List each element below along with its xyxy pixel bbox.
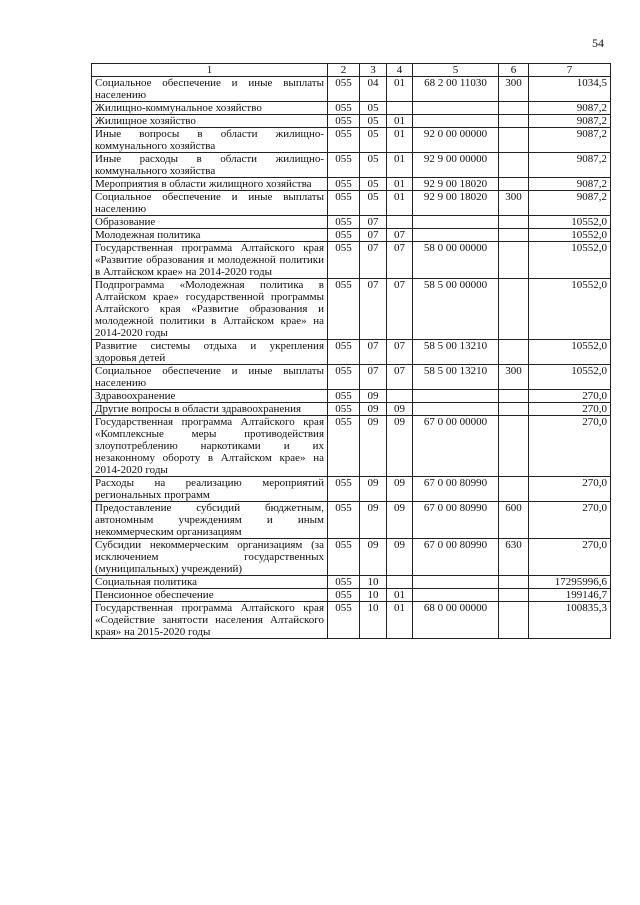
row-name: Мероприятия в области жилищного хозяйства: [92, 178, 328, 191]
table-row: [92, 589, 611, 602]
table-row: [92, 178, 611, 191]
row-amount: 9087,2: [529, 102, 611, 115]
row-department-code: 055: [328, 365, 360, 390]
row-target-article: 58 5 00 00000: [413, 279, 499, 340]
row-subsection-code: 07: [387, 242, 413, 279]
row-amount: 10552,0: [529, 216, 611, 229]
row-expense-type: 300: [499, 191, 529, 216]
row-name: Социальная политика: [92, 576, 328, 589]
row-subsection-code: 09: [387, 539, 413, 576]
row-name: Другие вопросы в области здравоохранения: [92, 403, 328, 416]
column-header-section: 3: [360, 64, 387, 77]
row-amount: 10552,0: [529, 229, 611, 242]
table-row: [92, 365, 611, 390]
row-target-article: [413, 403, 499, 416]
row-expense-type: [499, 279, 529, 340]
row-expense-type: [499, 416, 529, 477]
column-header-name: 1: [92, 64, 328, 77]
row-target-article: 67 0 00 80990: [413, 539, 499, 576]
row-expense-type: [499, 102, 529, 115]
row-target-article: [413, 115, 499, 128]
row-target-article: [413, 216, 499, 229]
row-section-code: 09: [360, 539, 387, 576]
row-subsection-code: 01: [387, 153, 413, 178]
row-department-code: 055: [328, 477, 360, 502]
row-section-code: 04: [360, 77, 387, 102]
row-amount: 199146,7: [529, 589, 611, 602]
row-subsection-code: 01: [387, 115, 413, 128]
row-name: Жилищное хозяйство: [92, 115, 328, 128]
row-target-article: [413, 390, 499, 403]
row-expense-type: [499, 229, 529, 242]
table-row: [92, 576, 611, 589]
row-subsection-code: 01: [387, 178, 413, 191]
row-expense-type: [499, 128, 529, 153]
table-row: [92, 340, 611, 365]
table-row: [92, 602, 611, 639]
row-department-code: 055: [328, 403, 360, 416]
row-amount: 10552,0: [529, 340, 611, 365]
row-subsection-code: 01: [387, 589, 413, 602]
row-section-code: 05: [360, 178, 387, 191]
row-target-article: 67 0 00 00000: [413, 416, 499, 477]
row-section-code: 07: [360, 242, 387, 279]
row-section-code: 05: [360, 153, 387, 178]
row-name: Предоставление субсидий бюджетным, автономным учреждениям и иным некоммерческим организациям: [92, 502, 328, 539]
row-target-article: 58 5 00 13210: [413, 365, 499, 390]
row-target-article: 58 5 00 13210: [413, 340, 499, 365]
row-department-code: 055: [328, 128, 360, 153]
column-header-department: 2: [328, 64, 360, 77]
table-row: [92, 502, 611, 539]
row-target-article: [413, 229, 499, 242]
row-amount: 10552,0: [529, 365, 611, 390]
row-section-code: 07: [360, 229, 387, 242]
row-subsection-code: 01: [387, 191, 413, 216]
table-row: [92, 128, 611, 153]
row-subsection-code: 07: [387, 340, 413, 365]
column-header-amount: 7: [529, 64, 611, 77]
row-department-code: 055: [328, 216, 360, 229]
row-name: Пенсионное обеспечение: [92, 589, 328, 602]
row-amount: 1034,5: [529, 77, 611, 102]
row-target-article: 92 0 00 00000: [413, 128, 499, 153]
row-expense-type: 300: [499, 77, 529, 102]
row-section-code: 07: [360, 340, 387, 365]
row-amount: 270,0: [529, 403, 611, 416]
table-row: [92, 102, 611, 115]
row-expense-type: 300: [499, 365, 529, 390]
row-amount: 9087,2: [529, 191, 611, 216]
row-name: Государственная программа Алтайского края «Развитие образования и молодежной политики в Алтайском крае» на 2014-2020 годы: [92, 242, 328, 279]
row-department-code: 055: [328, 229, 360, 242]
row-subsection-code: 09: [387, 416, 413, 477]
table-row: [92, 191, 611, 216]
row-name: Развитие системы отдыха и укрепления здоровья детей: [92, 340, 328, 365]
row-amount: 9087,2: [529, 178, 611, 191]
row-name: Государственная программа Алтайского края «Содействие занятости населения Алтайского края» на 2015-2020 годы: [92, 602, 328, 639]
row-name: Социальное обеспечение и иные выплаты населению: [92, 365, 328, 390]
row-section-code: 05: [360, 115, 387, 128]
row-target-article: 92 9 00 00000: [413, 153, 499, 178]
row-subsection-code: [387, 102, 413, 115]
row-subsection-code: [387, 576, 413, 589]
row-department-code: 055: [328, 242, 360, 279]
row-section-code: 09: [360, 502, 387, 539]
row-name: Социальное обеспечение и иные выплаты населению: [92, 191, 328, 216]
row-expense-type: [499, 178, 529, 191]
row-amount: 270,0: [529, 539, 611, 576]
row-target-article: 68 0 00 00000: [413, 602, 499, 639]
table-row: [92, 115, 611, 128]
budget-table: [91, 63, 611, 639]
table-header-row: [92, 64, 611, 77]
row-expense-type: [499, 216, 529, 229]
table-row: [92, 216, 611, 229]
row-target-article: [413, 589, 499, 602]
row-subsection-code: 07: [387, 229, 413, 242]
row-expense-type: [499, 602, 529, 639]
row-name: Иные расходы в области жилищно-коммунального хозяйства: [92, 153, 328, 178]
row-section-code: 09: [360, 416, 387, 477]
row-amount: 270,0: [529, 502, 611, 539]
row-department-code: 055: [328, 115, 360, 128]
row-expense-type: [499, 576, 529, 589]
row-name: Субсидии некоммерческим организациям (за исключением государственных (муниципальных) учреждений): [92, 539, 328, 576]
row-name: Жилищно-коммунальное хозяйство: [92, 102, 328, 115]
row-amount: 270,0: [529, 416, 611, 477]
table-row: [92, 539, 611, 576]
row-department-code: 055: [328, 602, 360, 639]
row-expense-type: [499, 153, 529, 178]
row-subsection-code: 07: [387, 365, 413, 390]
row-department-code: 055: [328, 416, 360, 477]
row-department-code: 055: [328, 153, 360, 178]
row-expense-type: [499, 390, 529, 403]
row-amount: 100835,3: [529, 602, 611, 639]
page-number: 54: [592, 36, 604, 50]
row-section-code: 07: [360, 365, 387, 390]
row-department-code: 055: [328, 589, 360, 602]
row-name: Государственная программа Алтайского края «Комплексные меры противодействия злоупотреблению наркотиками и их незаконному обороту в Алтайском крае» на 2014-2020 годы: [92, 416, 328, 477]
row-department-code: 055: [328, 576, 360, 589]
row-section-code: 10: [360, 576, 387, 589]
row-amount: 270,0: [529, 390, 611, 403]
row-section-code: 05: [360, 102, 387, 115]
row-amount: 10552,0: [529, 242, 611, 279]
row-target-article: 92 9 00 18020: [413, 191, 499, 216]
row-subsection-code: [387, 216, 413, 229]
column-header-target-article: 5: [413, 64, 499, 77]
row-section-code: 09: [360, 477, 387, 502]
row-department-code: 055: [328, 102, 360, 115]
row-expense-type: [499, 477, 529, 502]
row-subsection-code: 09: [387, 403, 413, 416]
column-header-expense-type: 6: [499, 64, 529, 77]
row-name: Социальное обеспечение и иные выплаты населению: [92, 77, 328, 102]
row-name: Молодежная политика: [92, 229, 328, 242]
table-row: [92, 279, 611, 340]
row-expense-type: [499, 589, 529, 602]
row-department-code: 055: [328, 191, 360, 216]
row-target-article: 67 0 00 80990: [413, 502, 499, 539]
column-header-subsection: 4: [387, 64, 413, 77]
row-amount: 270,0: [529, 477, 611, 502]
row-subsection-code: 09: [387, 477, 413, 502]
row-target-article: 67 0 00 80990: [413, 477, 499, 502]
row-name: Образование: [92, 216, 328, 229]
row-subsection-code: 01: [387, 128, 413, 153]
row-amount: 9087,2: [529, 128, 611, 153]
row-department-code: 055: [328, 178, 360, 191]
row-department-code: 055: [328, 502, 360, 539]
row-expense-type: [499, 340, 529, 365]
row-target-article: [413, 576, 499, 589]
row-subsection-code: 09: [387, 502, 413, 539]
row-subsection-code: [387, 390, 413, 403]
row-expense-type: 600: [499, 502, 529, 539]
row-amount: 9087,2: [529, 115, 611, 128]
table-row: [92, 390, 611, 403]
row-department-code: 055: [328, 340, 360, 365]
row-expense-type: [499, 403, 529, 416]
row-amount: 9087,2: [529, 153, 611, 178]
table-row: [92, 416, 611, 477]
row-department-code: 055: [328, 390, 360, 403]
row-section-code: 10: [360, 589, 387, 602]
row-expense-type: [499, 242, 529, 279]
row-target-article: [413, 102, 499, 115]
table-row: [92, 403, 611, 416]
row-department-code: 055: [328, 77, 360, 102]
row-target-article: 68 2 00 11030: [413, 77, 499, 102]
row-expense-type: [499, 115, 529, 128]
row-subsection-code: 01: [387, 602, 413, 639]
table-row: [92, 242, 611, 279]
row-name: Расходы на реализацию мероприятий региональных программ: [92, 477, 328, 502]
row-amount: 17295996,6: [529, 576, 611, 589]
row-section-code: 05: [360, 128, 387, 153]
row-name: Иные вопросы в области жилищно-коммунального хозяйства: [92, 128, 328, 153]
row-name: Подпрограмма «Молодежная политика в Алтайском крае» государственной программы Алтайского края «Развитие образования и молодежной политики в Алтайском крае» на 2014-2020 годы: [92, 279, 328, 340]
row-name: Здравоохранение: [92, 390, 328, 403]
row-section-code: 07: [360, 216, 387, 229]
row-target-article: 58 0 00 00000: [413, 242, 499, 279]
row-section-code: 10: [360, 602, 387, 639]
row-department-code: 055: [328, 539, 360, 576]
row-section-code: 09: [360, 390, 387, 403]
table-row: [92, 77, 611, 102]
table-row: [92, 477, 611, 502]
row-expense-type: 630: [499, 539, 529, 576]
row-section-code: 07: [360, 279, 387, 340]
table-row: [92, 229, 611, 242]
row-section-code: 09: [360, 403, 387, 416]
row-target-article: 92 9 00 18020: [413, 178, 499, 191]
table-row: [92, 153, 611, 178]
row-section-code: 05: [360, 191, 387, 216]
row-subsection-code: 01: [387, 77, 413, 102]
row-subsection-code: 07: [387, 279, 413, 340]
row-department-code: 055: [328, 279, 360, 340]
row-amount: 10552,0: [529, 279, 611, 340]
